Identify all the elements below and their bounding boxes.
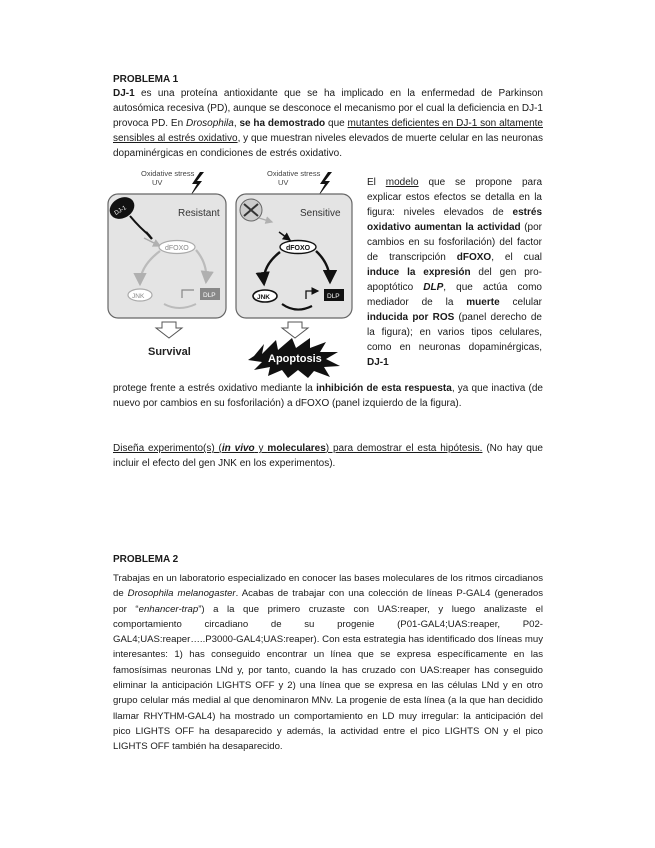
svg-text:DLP: DLP xyxy=(203,292,216,299)
problem1-intro: DJ-1 es una proteína antioxidante que se ha implicado en la enfermedad de Parkinson autosómica recesiva (PD), aunque se desconoce el mecanismo por el cual la deficiencia en DJ-1 provoca PD. En Drosophila, se ha demostrado que mutantes deficientes en DJ-1 son altamente sensibles al estrés oxidativo, y que muestran niveles elevados de muerte celular en las neuronas dopaminérgicas en condiciones de estrés oxidativo. xyxy=(113,88,543,159)
model-description: El modelo que se propone para explicar estos efectos se detalla en la figura: niveles elevados de estrés oxidativo aumentan la actividad (por cambios en su fosforilación) del factor de transcripción dFOXO, el cual induce la expresión del gen pro-apoptótico DLP, que actúa como mediador de la muerte celular inducida por ROS (panel derecho de la figura); en varios tipos celulares, como en neuronas dopaminérgicas, DJ-1 xyxy=(367,177,543,368)
apoptosis-arrow xyxy=(282,322,308,338)
resistant-title: Resistant xyxy=(178,208,220,219)
drosophila-term: Drosophila xyxy=(186,118,234,129)
stress-label-left: Oxidative stress xyxy=(141,169,195,178)
problem2-title: PROBLEMA 2 xyxy=(113,554,179,565)
svg-text:JNK: JNK xyxy=(132,293,145,300)
svg-text:DLP: DLP xyxy=(327,293,340,300)
uv-label-right: UV xyxy=(278,178,289,187)
survival-label: Survival xyxy=(148,346,191,358)
uv-label-left: UV xyxy=(152,178,163,187)
dj1-term: DJ-1 xyxy=(113,88,135,99)
problem2-body: Trabajas en un laboratorio especializado en conocer las bases moleculares de los ritmos circadianos de Drosophila melanogaster. Acabas de trabajar con una colección de líneas P-GAL4 (generados por “enhancer-trap”) a la que primero cruzaste con UAS:reaper, y luego analizaste el comportamiento circadiano de su progenie (P01-GAL4;UAS:reaper, P02-GAL4;UAS:reaper…..P3000-GAL4;UAS:reaper). Con esta estrategia has identificado dos líneas muy interesantes: 1) has conseguido encontrar un línea que se expresa específicamente en las famosísimas neuronas LNd y, por tanto, cuando la has cruzado con UAS:reaper has conseguido eliminar la anticipación LIGHTS OFF y 2) una línea que se expresa en las células LNd y en otro grupo celular más medial al que denominaron MNv. La progenie de esta línea (a la que han decidido llamar RHYTHM-GAL4) ha mostrado un comportamiento en LD muy irregular: la anticipación del pico LIGHTS OFF ha desaparecido y además, la actividad entre el pico LIGHTS ON y el pico LIGHTS OFF también ha desaparecido. xyxy=(113,573,543,753)
apoptosis-label: Apoptosis xyxy=(268,353,322,365)
stress-label-right: Oxidative stress xyxy=(267,169,321,178)
svg-text:JNK: JNK xyxy=(257,294,271,301)
survival-arrow xyxy=(156,322,182,338)
problem1-task: Diseña experimento(s) (in vivo y moleculares) para demostrar el esta hipótesis. (No hay que incluir el efecto del gen JNK en los experimentos). xyxy=(113,443,543,469)
svg-text:dFOXO: dFOXO xyxy=(165,245,189,252)
dj1-node-label: DJ-1 xyxy=(113,205,128,217)
model-figure xyxy=(104,166,354,378)
model-description-continued: protege frente a estrés oxidativo mediante la inhibición de esta respuesta, ya que inactiva (de nuevo por cambios en su fosforilación) a dFOXO (panel izquierdo de la figura). xyxy=(113,383,543,409)
sensitive-title: Sensitive xyxy=(300,208,341,219)
problem1-title: PROBLEMA 1 xyxy=(113,74,179,85)
svg-text:dFOXO: dFOXO xyxy=(286,245,311,252)
mutants-underlined: mutantes deficientes en DJ-1 son altamente sensibles al estrés oxidativo xyxy=(113,118,543,144)
